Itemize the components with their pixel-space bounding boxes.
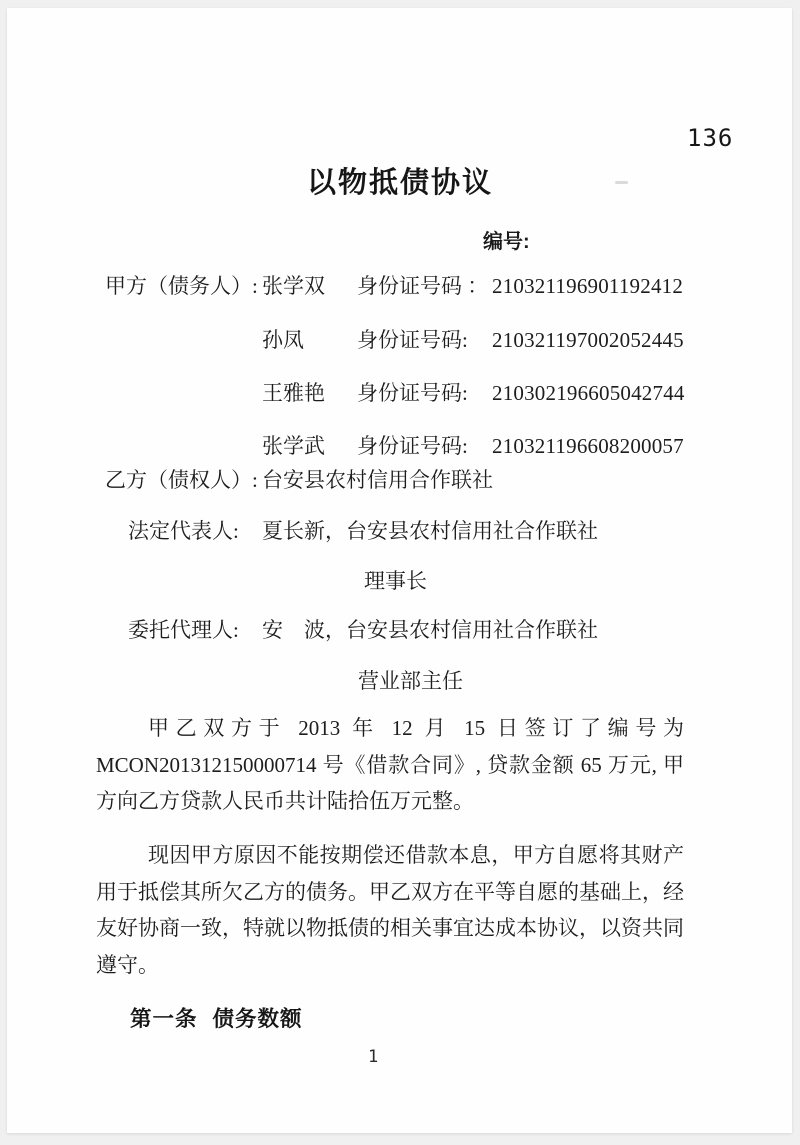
entrusted-agent-row [128,618,598,642]
debtor-name-3: 王雅艳 [262,381,325,405]
agent-title: 营业部主任 [358,669,463,693]
paragraph-loan-background: 甲乙双方于 2013 年 12 月 15 日签订了编号为MCON201312150000714 号《借款合同》, 贷款金额 65 万元, 甲方向乙方贷款人民币共计陆拾伍万元整。 [96,716,684,813]
doc-number-label: 编号: [483,231,530,253]
debtor-name-4: 张学武 [262,434,325,458]
party-a-label-spacer [105,381,262,405]
legal-rep-label: 法定代表人: [128,519,239,543]
party-a-label-spacer [105,434,262,458]
scan-page-number: 136 [687,124,734,152]
party-b-label: 乙方（债权人）: [105,468,258,492]
party-a-row-1 [105,274,683,298]
party-a-row-4 [105,434,684,458]
agent-value: 安 波，台安县农村信用社合作联社 [262,618,598,642]
footer-page-number: 1 [368,1047,379,1067]
section-1-heading: 第一条 债务数额 [130,1007,303,1031]
id-number-4: 210321196608200057 [492,434,684,458]
legal-representative-row [128,519,598,543]
id-label-2: 身份证号码: [357,328,468,352]
paragraph-agreement-basis: 现因甲方原因不能按期偿还借款本息，甲方自愿将其财产用于抵偿其所欠乙方的债务。甲乙双方在平等自愿的基础上，经友好协商一致，特就以物抵债的相关事宜达成本协议，以资共同遵守。 [96,843,684,977]
agent-label: 委托代理人: [128,618,239,642]
id-number-3: 210302196605042744 [492,381,685,405]
document-title: 以物抵债协议 [306,167,493,199]
party-a-label-spacer [105,328,262,352]
debtor-name-1: 张学双 [262,274,325,298]
id-label-3: 身份证号码: [357,381,468,405]
id-number-2: 210321197002052445 [492,328,684,352]
debtor-name-2: 孙凤 [262,328,304,352]
party-b-row [105,468,493,492]
legal-rep-title: 理事长 [364,569,427,593]
legal-rep-value: 夏长新，台安县农村信用社合作联社 [262,519,598,543]
party-a-row-3 [105,381,685,405]
id-number-1: 210321196901192412 [492,274,684,298]
creditor-name: 台安县农村信用合作联社 [262,468,493,492]
id-label-1: 身份证号码 ： [357,274,489,298]
party-a-label: 甲方（债务人）: [105,274,258,298]
id-label-4: 身份证号码: [357,434,468,458]
party-a-row-2 [105,328,684,352]
